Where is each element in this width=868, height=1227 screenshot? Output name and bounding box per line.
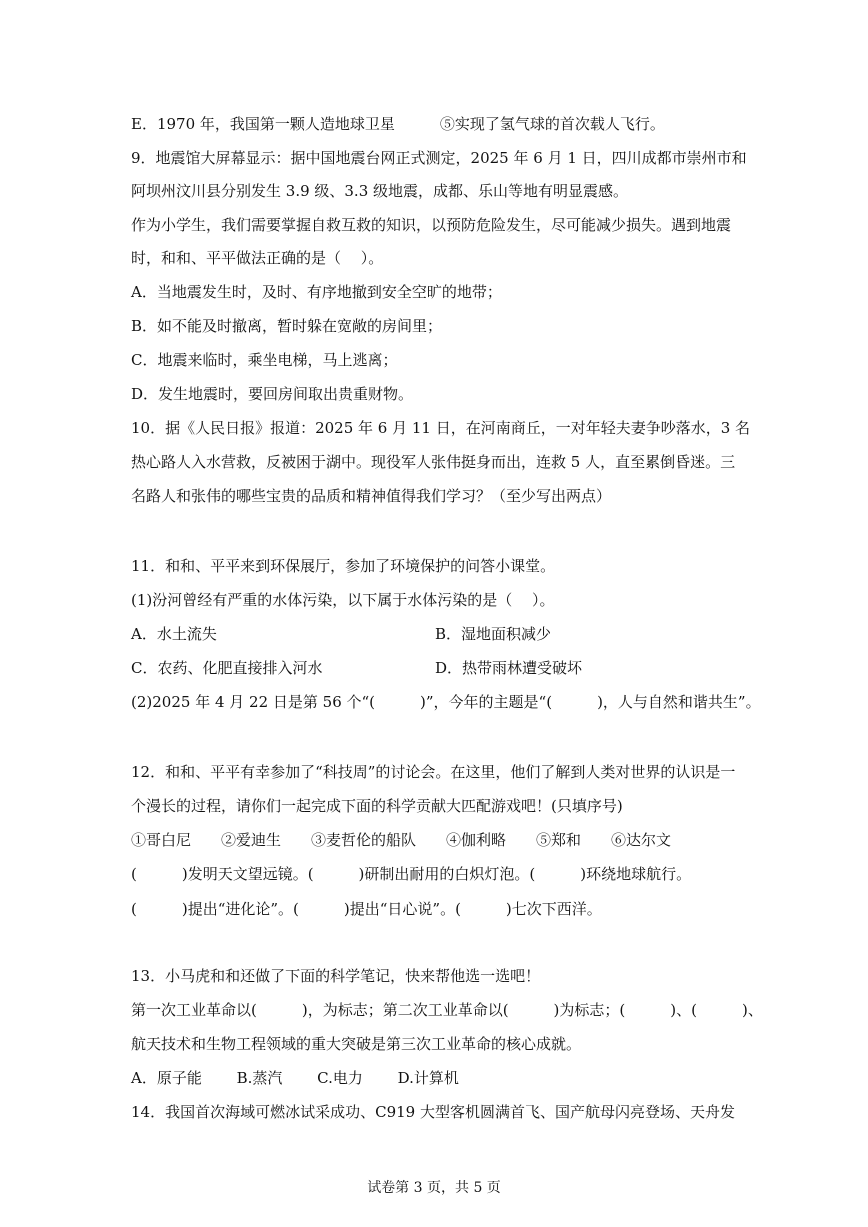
q13-stem: 13．小马虎和和还做了下面的科学笔记，快来帮他选一选吧！ [131, 967, 541, 985]
q12-stem-line-2: 个漫长的过程，请你们一起完成下面的科学贡献大匹配游戏吧！(只填序号) [131, 797, 623, 815]
q9-option-c: C．地震来临时，乘坐电梯，马上逃离； [131, 351, 398, 369]
q10-stem-line-1: 10．据《人民日报》报道：2025 年 6 月 11 日，在河南商丘，一对年轻夫妻争吵落水，3 名 [131, 419, 751, 437]
q11-option-c: C．农药、化肥直接排入河水 [131, 659, 323, 677]
q13-blanks-line-1: 第一次工业革命以( )，为标志；第二次工业革命以( )为标志；( )、( )、 [131, 1001, 763, 1019]
q13-blanks-line-2: 航天技术和生物工程领域的重大突破是第三次工业革命的核心成就。 [131, 1035, 582, 1053]
q11-part1-stem: (1)汾河曾经有严重的水体污染，以下属于水体污染的是（ ）。 [131, 591, 555, 609]
q10-stem-line-2: 热心路人入水营救，反被困于湖中。现役军人张伟挺身而出，连救 5 人，直至累倒昏迷。三 [131, 453, 736, 471]
q9-stem-line-3: 作为小学生，我们需要掌握自救互救的知识，以预防危险发生，尽可能减少损失。遇到地震 [131, 216, 732, 234]
q9-stem-line-2: 阿坝州汶川县分别发生 3.9 级、3.3 级地震，成都、乐山等地有明显震感。 [131, 182, 629, 200]
q11-part2-stem: (2)2025 年 4 月 22 日是第 56 个“( )”，今年的主题是“( )，人与自然和谐共生”。 [131, 693, 761, 711]
q11-options-row-2 [131, 658, 582, 678]
q9-option-d: D．发生地震时，要回房间取出贵重财物。 [131, 385, 414, 403]
q9-stem-line-1: 9．地震馆大屏幕显示：据中国地震台网正式测定，2025 年 6 月 1 日，四川成都市崇州市和 [131, 149, 747, 167]
q13-options: A．原子能 B.蒸汽 C.电力 D.计算机 [131, 1069, 459, 1087]
q11-options-row-1 [131, 624, 551, 644]
q9-stem-line-4: 时，和和、平平做法正确的是（ ）。 [131, 249, 384, 267]
q9-option-a: A．当地震发生时，及时、有序地撤到安全空旷的地带； [131, 283, 502, 301]
q12-stem-line-1: 12．和和、平平有幸参加了“科技周”的讨论会。在这里，他们了解到人类对世界的认识是一 [131, 763, 736, 781]
q11-stem: 11．和和、平平来到环保展厅，参加了环境保护的问答小课堂。 [131, 557, 556, 575]
q12-choices: ①哥白尼 ②爱迪生 ③麦哲伦的船队 ④伽利略 ⑤郑和 ⑥达尔文 [131, 831, 672, 849]
q11-option-a: A．水土流失 [131, 625, 217, 643]
q11-option-b: B．湿地面积减少 [435, 625, 552, 643]
page-footer: 试卷第 3 页，共 5 页 [367, 1180, 501, 1196]
q8-option-e: E．1970 年，我国第一颗人造地球卫星 ⑤实现了氢气球的首次载人飞行。 [131, 115, 665, 133]
q14-stem-line-1: 14．我国首次海域可燃冰试采成功、C919 大型客机圆满首飞、国产航母闪亮登场、天舟发 [131, 1103, 735, 1121]
q11-option-d: D．热带雨林遭受破坏 [435, 659, 583, 677]
q12-blanks-line-1: ( )发明天文望远镜。( )研制出耐用的白炽灯泡。( )环绕地球航行。 [131, 865, 692, 883]
q12-blanks-line-2: ( )提出“进化论”。( )提出“日心说”。( )七次下西洋。 [131, 900, 602, 918]
q9-option-b: B．如不能及时撤离，暂时躲在宽敞的房间里； [131, 317, 443, 335]
q10-stem-line-3: 名路人和张伟的哪些宝贵的品质和精神值得我们学习？（至少写出两点） [131, 487, 612, 505]
